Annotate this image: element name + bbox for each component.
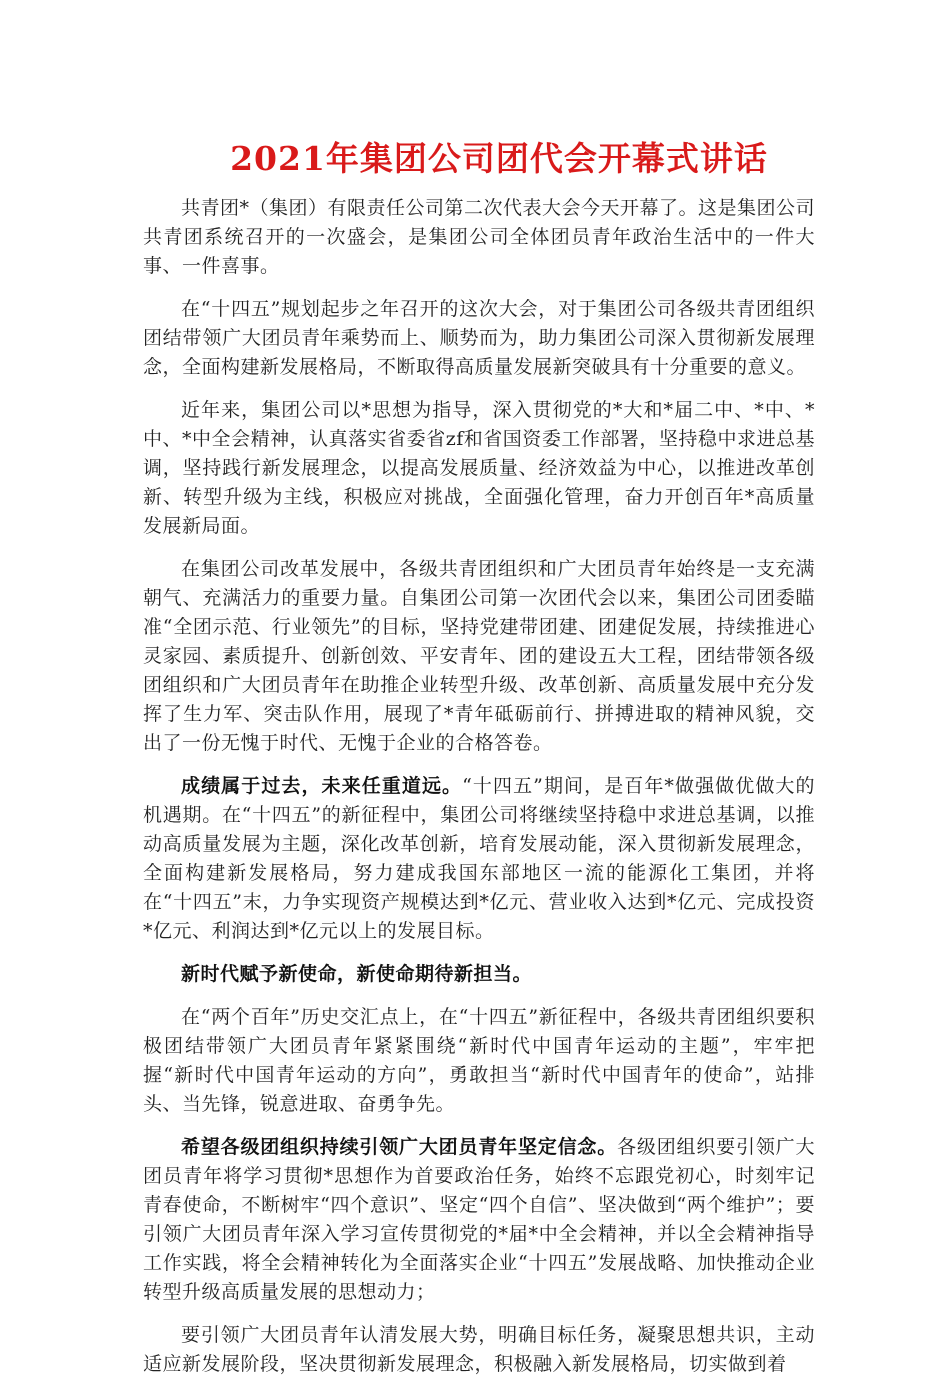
paragraph-text: 在“十四五”规划起步之年召开的这次大会，对于集团公司各级共青团组织团结带领广大团员青年乘势而上、顺势而为，助力集团公司深入贯彻新发展理念，全面构建新发展格局，不断取得高质量发展新突破具有十分重要的意义。 (143, 298, 815, 378)
paragraph-text: 在“两个百年”历史交汇点上，在“十四五”新征程中，各级共青团组织要积极团结带领广大团员青年紧紧围绕“新时代中国青年运动的主题”，牢牢把握“新时代中国青年运动的方向”，勇敢担当“新时代中国青年的使命”，站排头、当先锋，锐意进取、奋勇争先。 (143, 1006, 815, 1115)
paragraph-lead: 新时代赋予新使命，新使命期待新担当。 (181, 963, 533, 985)
document-page (143, 136, 815, 1379)
paragraph-2 (143, 295, 815, 382)
paragraph-1 (143, 194, 815, 281)
paragraph-3 (143, 396, 815, 541)
paragraph-4 (143, 555, 815, 758)
paragraph-7 (143, 1003, 815, 1119)
paragraph-text: “十四五”期间，是百年*做强做优做大的机遇期。在“十四五”的新征程中，集团公司将继续坚持稳中求进总基调，以推动高质量发展为主题，深化改革创新，培育发展动能，深入贯彻新发展理念，全面构建新发展格局，努力建成我国东部地区一流的能源化工集团，并将在“十四五”末，力争实现资产规模达到*亿元、营业收入达到*亿元、完成投资*亿元、利润达到*亿元以上的发展目标。 (143, 775, 815, 942)
paragraph-text: 近年来，集团公司以*思想为指导，深入贯彻党的*大和*届二中、*中、*中、*中全会精神，认真落实省委省zf和省国资委工作部署，坚持稳中求进总基调，坚持践行新发展理念，以提高发展质量、经济效益为中心，以推进改革创新、转型升级为主线，积极应对挑战，全面强化管理，奋力开创百年*高质量发展新局面。 (143, 399, 815, 537)
document-title: 2021年集团公司团代会开幕式讲话 (230, 139, 768, 178)
paragraph-text: 在集团公司改革发展中，各级共青团组织和广大团员青年始终是一支充满朝气、充满活力的重要力量。自集团公司第一次团代会以来，集团公司团委瞄准“全团示范、行业领先”的目标，坚持党建带团建、团建促发展，持续推进心灵家园、素质提升、创新创效、平安青年、团的建设五大工程，团结带领各级团组织和广大团员青年在助推企业转型升级、改革创新、高质量发展中充分发挥了生力军、突击队作用，展现了*青年砥砺前行、拼搏进取的精神风貌，交出了一份无愧于时代、无愧于企业的合格答卷。 (143, 558, 815, 754)
paragraph-lead: 希望各级团组织持续引领广大团员青年坚定信念。 (181, 1136, 618, 1158)
paragraph-text: 各级团组织要引领广大团员青年将学习贯彻*思想作为首要政治任务，始终不忘跟党初心，时刻牢记青春使命，不断树牢“四个意识”、坚定“四个自信”、坚决做到“两个维护”；要引领广大团员青年深入学习宣传贯彻党的*届*中全会精神，并以全会精神指导工作实践，将全会精神转化为全面落实企业“十四五”发展战略、加快推动企业转型升级高质量发展的思想动力； (143, 1136, 815, 1303)
paragraph-text: 共青团*（集团）有限责任公司第二次代表大会今天开幕了。这是集团公司共青团系统召开的一次盛会，是集团公司全体团员青年政治生活中的一件大事、一件喜事。 (143, 197, 816, 277)
paragraph-6 (143, 960, 815, 989)
paragraph-8 (143, 1133, 815, 1307)
paragraph-lead: 成绩属于过去，未来任重道远。 (181, 775, 463, 797)
paragraph-text: 要引领广大团员青年认清发展大势，明确目标任务，凝聚思想共识，主动适应新发展阶段，坚决贯彻新发展理念，积极融入新发展格局，切实做到着 (143, 1324, 815, 1375)
paragraph-9 (143, 1321, 815, 1379)
paragraph-5 (143, 772, 815, 946)
